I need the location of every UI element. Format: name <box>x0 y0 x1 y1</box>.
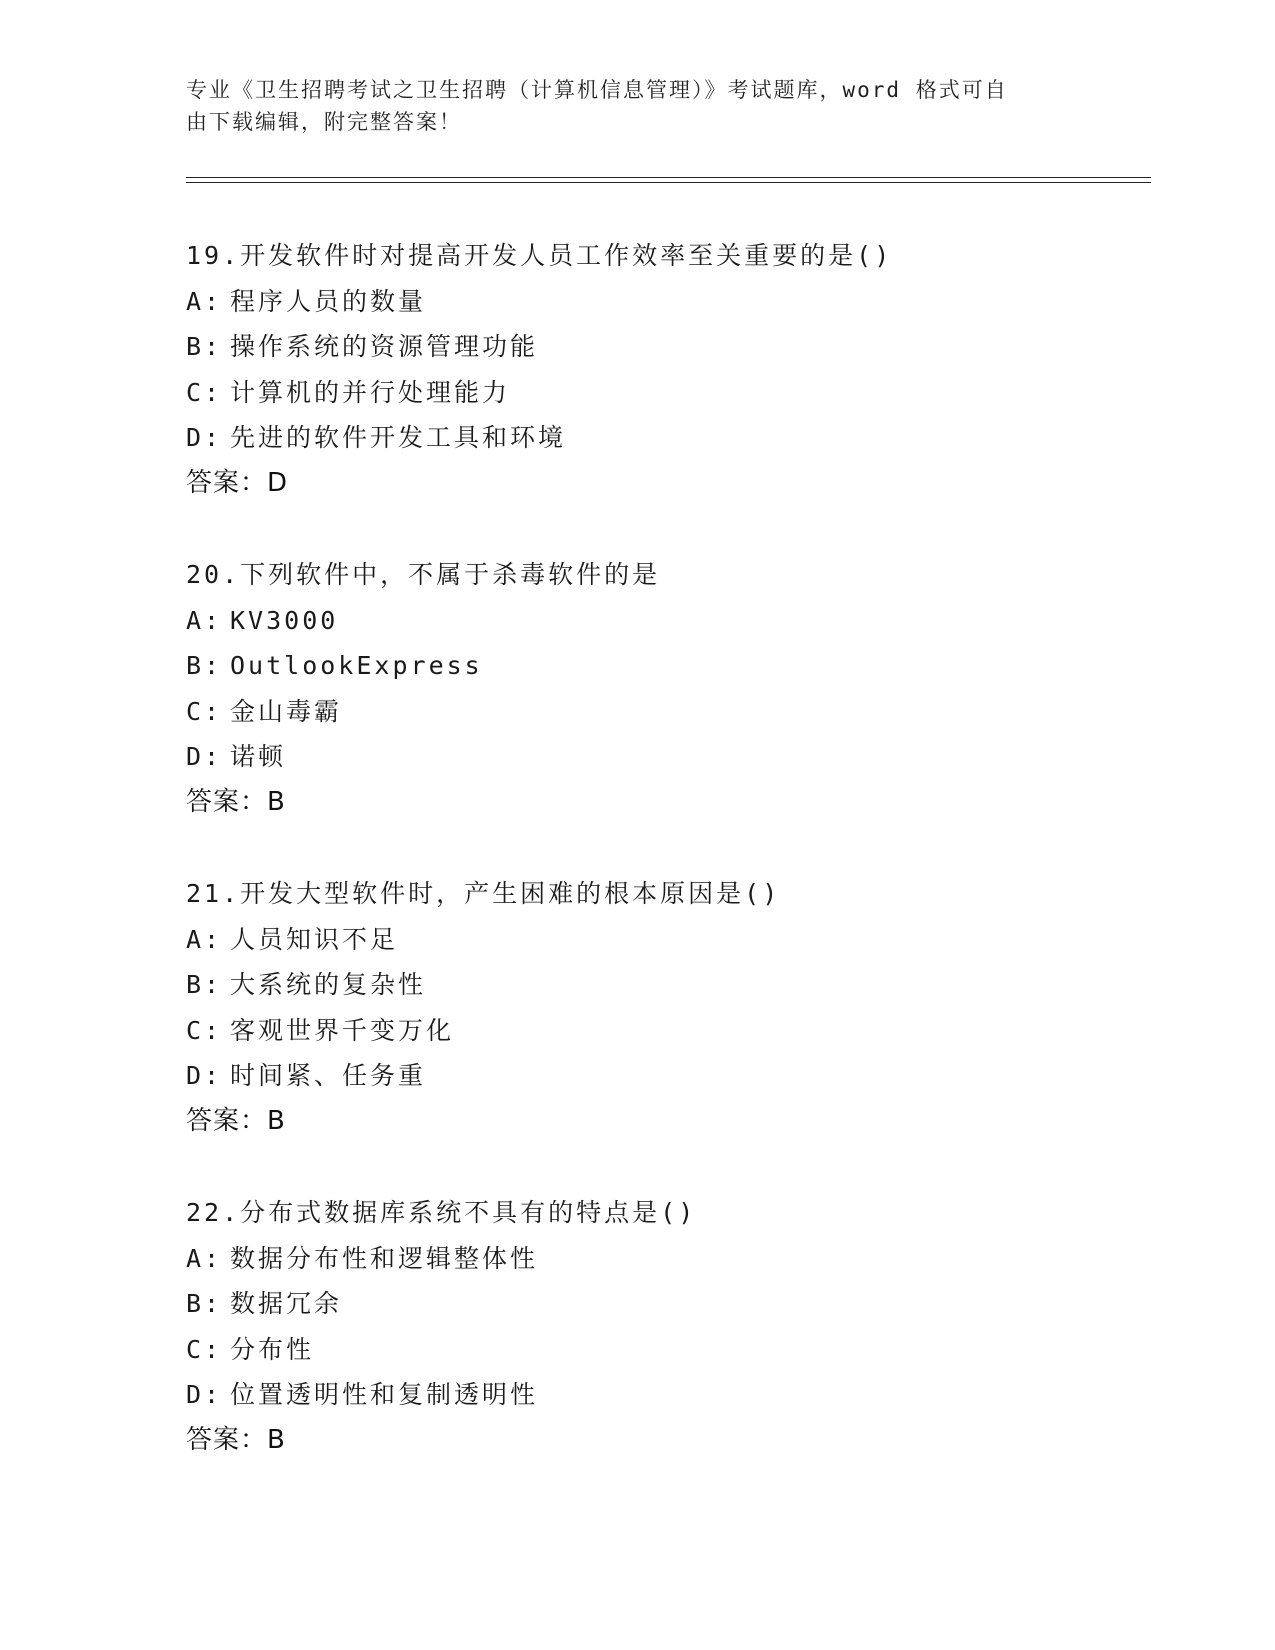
option-text: 程序人员的数量 <box>230 286 427 316</box>
option-text: 客观世界千变万化 <box>230 1015 455 1045</box>
option-text: 数据冗余 <box>230 1289 343 1318</box>
question-stem: 19.开发软件时对提高开发人员工作效率至关重要的是() <box>186 241 893 270</box>
option-text: KV3000 <box>230 605 339 635</box>
option-letter: A: <box>186 286 223 316</box>
option-letter: B: <box>186 332 223 361</box>
option-d <box>186 734 1146 780</box>
question-22 <box>186 1190 1146 1463</box>
option-letter: B: <box>186 1289 223 1318</box>
option-d <box>186 1372 1146 1418</box>
option-b <box>186 643 1146 689</box>
option-text: 分布性 <box>230 1334 315 1364</box>
answer: 答案：D <box>186 467 289 498</box>
option-text: 数据分布性和逻辑整体性 <box>230 1243 539 1273</box>
option-letter: B: <box>186 651 223 680</box>
option-b <box>186 962 1146 1008</box>
option-text: 计算机的并行处理能力 <box>230 377 511 407</box>
option-text: 人员知识不足 <box>230 924 399 954</box>
option-text: OutlookExpress <box>230 651 483 680</box>
header-divider-bottom <box>186 182 1151 183</box>
option-text: 先进的软件开发工具和环境 <box>230 423 567 452</box>
document-header <box>186 74 1086 138</box>
option-a <box>186 598 1146 644</box>
option-letter: A: <box>186 605 223 635</box>
option-text: 金山毒霸 <box>230 696 343 726</box>
option-a <box>186 279 1146 325</box>
option-letter: C: <box>186 696 223 726</box>
option-c <box>186 1008 1146 1054</box>
header-divider-top <box>186 177 1151 178</box>
option-c <box>186 370 1146 416</box>
option-letter: A: <box>186 924 223 954</box>
option-d <box>186 415 1146 461</box>
question-20 <box>186 552 1146 825</box>
option-text: 位置透明性和复制透明性 <box>230 1380 539 1409</box>
option-letter: D: <box>186 423 223 452</box>
option-letter: D: <box>186 742 223 771</box>
option-letter: C: <box>186 377 223 407</box>
question-stem: 20.下列软件中，不属于杀毒软件的是 <box>186 560 661 589</box>
option-a <box>186 917 1146 963</box>
option-d <box>186 1053 1146 1099</box>
option-text: 大系统的复杂性 <box>230 970 427 999</box>
option-text: 操作系统的资源管理功能 <box>230 332 539 361</box>
header-line-1: 专业《卫生招聘考试之卫生招聘（计算机信息管理）》考试题库，word 格式可自 <box>186 78 1008 102</box>
option-b <box>186 1281 1146 1327</box>
option-letter: B: <box>186 970 223 999</box>
option-b <box>186 324 1146 370</box>
question-stem: 22.分布式数据库系统不具有的特点是() <box>186 1198 697 1227</box>
answer: 答案：B <box>186 1105 286 1136</box>
answer: 答案：B <box>186 1424 286 1455</box>
option-text: 诺顿 <box>230 742 287 771</box>
option-letter: D: <box>186 1380 223 1409</box>
question-stem: 21.开发大型软件时，产生困难的根本原因是() <box>186 879 781 908</box>
option-c <box>186 1327 1146 1373</box>
option-c <box>186 689 1146 735</box>
option-letter: D: <box>186 1061 223 1090</box>
question-19 <box>186 233 1146 506</box>
option-letter: A: <box>186 1243 223 1273</box>
answer: 答案：B <box>186 786 286 817</box>
option-letter: C: <box>186 1334 223 1364</box>
option-letter: C: <box>186 1015 223 1045</box>
option-a <box>186 1236 1146 1282</box>
option-text: 时间紧、任务重 <box>230 1061 427 1090</box>
question-21 <box>186 871 1146 1144</box>
header-line-2: 由下载编辑，附完整答案！ <box>186 110 462 134</box>
